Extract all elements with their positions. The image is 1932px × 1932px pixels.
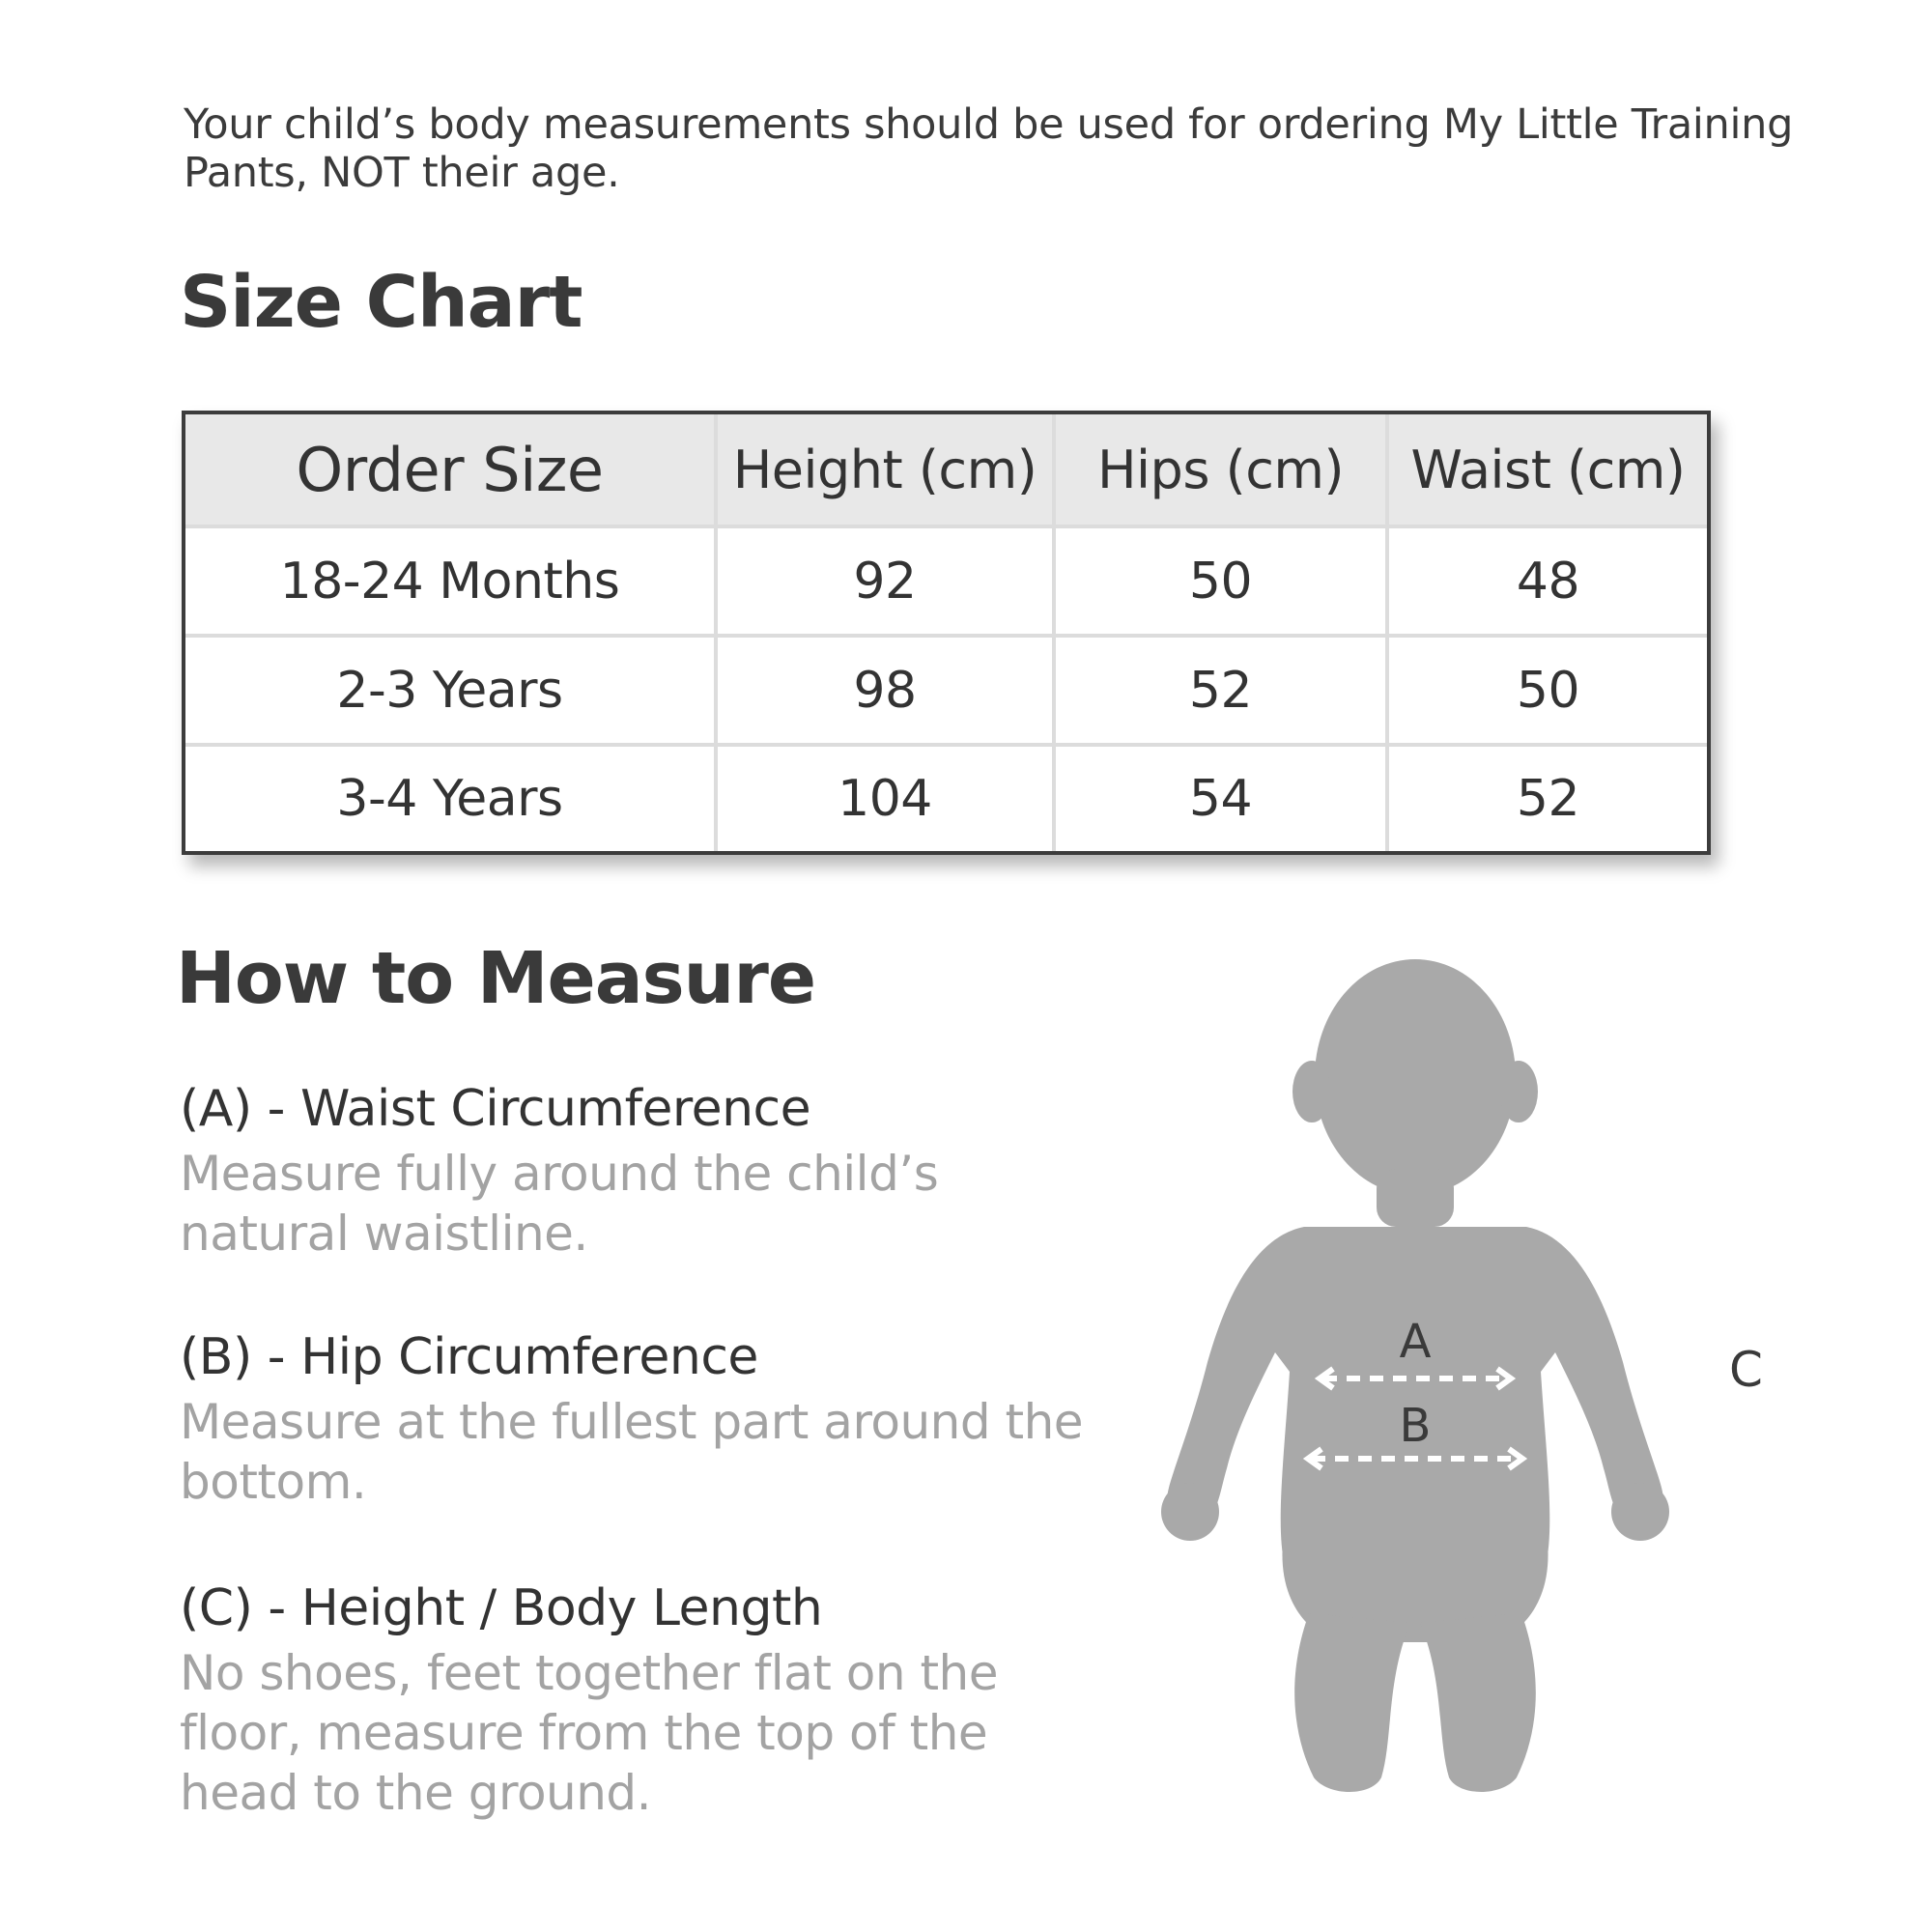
measurement-figure [1140, 947, 1763, 1816]
size-chart-title: Size Chart [180, 261, 582, 344]
hips-cell: 50 [1054, 526, 1387, 636]
instruction-hip [180, 1328, 1088, 1512]
hips-cell: 54 [1054, 745, 1387, 851]
instruction-label: (B) - Hip Circumference [180, 1328, 758, 1386]
order-size-cell: 18-24 Months [185, 526, 716, 636]
table-header-row [185, 414, 1707, 526]
label-c: C [1729, 1342, 1763, 1398]
header-height: Height (cm) [716, 414, 1054, 526]
height-cell: 98 [716, 636, 1054, 745]
table-row [185, 636, 1707, 745]
instruction-description: Measure fully around the child’s natural waistline. [180, 1146, 939, 1262]
instruction-height [180, 1579, 1088, 1823]
instruction-description: Measure at the fullest part around the bottom. [180, 1394, 1084, 1510]
instruction-description: No shoes, feet together flat on the floor, measure from the top of the head to the ground. [180, 1645, 999, 1821]
table-row [185, 745, 1707, 851]
hips-cell: 52 [1054, 636, 1387, 745]
height-cell: 104 [716, 745, 1054, 851]
size-table [185, 414, 1707, 851]
intro-text: Your child’s body measurements should be used for ordering My Little Training Pants, NOT their age. [184, 100, 1794, 197]
header-hips: Hips (cm) [1054, 414, 1387, 526]
order-size-cell: 3-4 Years [185, 745, 716, 851]
label-b: B [1399, 1399, 1432, 1453]
instruction-label: (A) - Waist Circumference [180, 1080, 811, 1138]
label-a: A [1399, 1315, 1432, 1369]
waist-cell: 52 [1387, 745, 1707, 851]
table-row [185, 526, 1707, 636]
waist-cell: 50 [1387, 636, 1707, 745]
header-waist: Waist (cm) [1387, 414, 1707, 526]
waist-cell: 48 [1387, 526, 1707, 636]
instruction-label: (C) - Height / Body Length [180, 1579, 823, 1637]
header-order-size: Order Size [185, 414, 716, 526]
order-size-cell: 2-3 Years [185, 636, 716, 745]
instruction-waist [180, 1080, 1088, 1264]
height-cell: 92 [716, 526, 1054, 636]
label-c-wrapper [1719, 1328, 1835, 1425]
size-chart-table [182, 411, 1711, 855]
how-to-measure-title: How to Measure [176, 937, 816, 1020]
child-silhouette-icon [1161, 959, 1669, 1792]
child-silhouette-illustration [1140, 947, 1681, 1816]
